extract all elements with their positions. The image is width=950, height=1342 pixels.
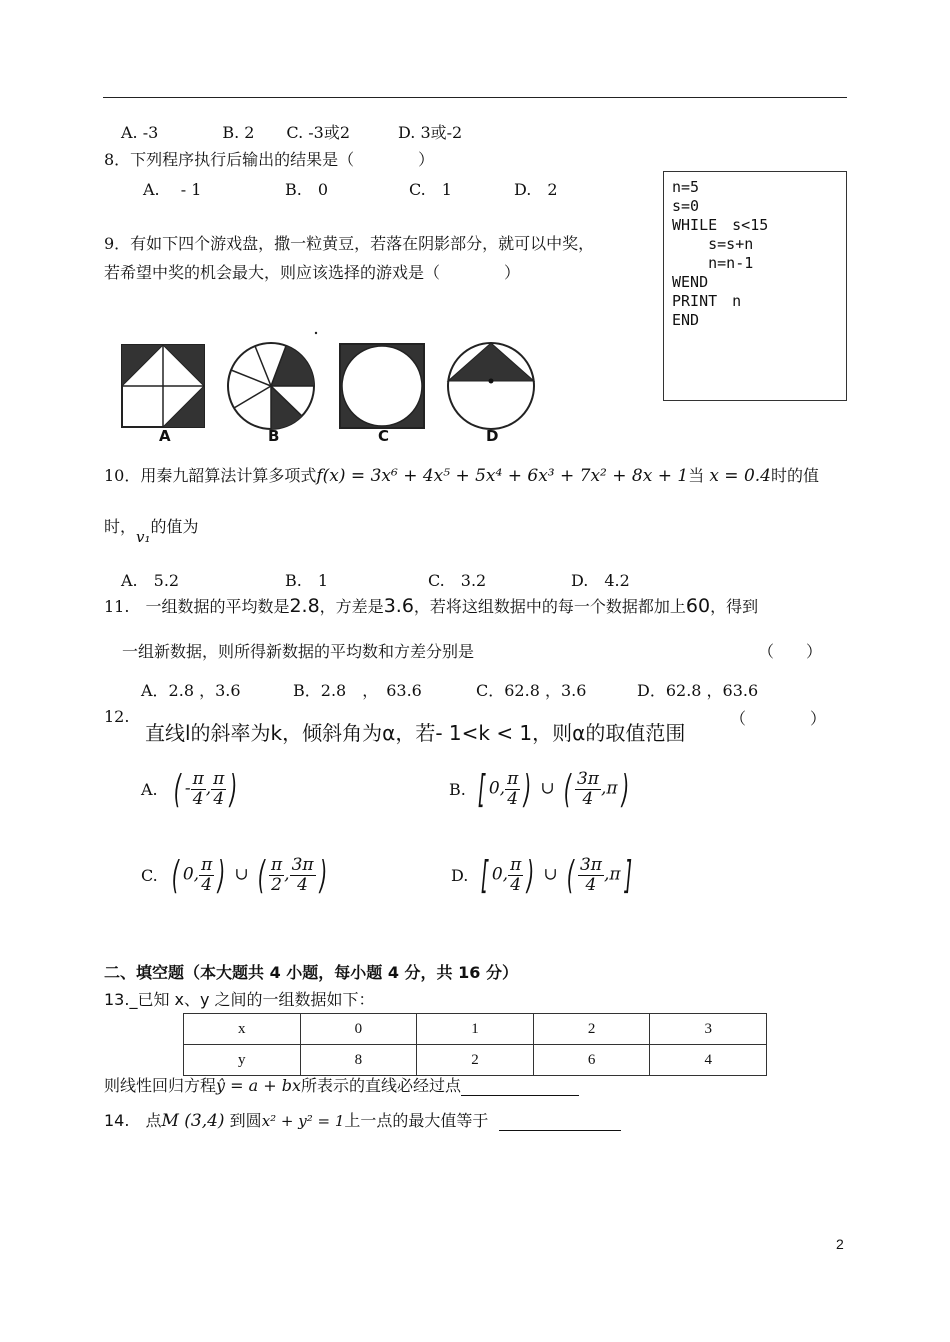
q13-text-a: 则线性回归方程 [104,1076,217,1095]
q11-text-d: ，得到 [710,597,759,616]
q10-line2 [104,514,199,546]
program-line: END [672,311,700,329]
table-cell: 2 [417,1045,534,1076]
q13-stem: 13._已知 x、y 之间的一组数据如下： [104,990,375,1009]
program-box [663,171,847,401]
q10-option-a: A. 5.2 [121,571,180,590]
q11-option-a: A．2.8 ，3.6 [141,681,241,700]
program-line: s=s+n [672,235,754,253]
q11-option-c: C．62.8 ，3.6 [476,681,587,700]
q10-option-d: D. 4.2 [571,571,630,590]
q12-option-b-interval: [ 0, $\frac{\pi}{4}$ ) ∪ ( $\frac{3\pi}{4}$ ,π) [477,767,629,812]
q12-number: 12. [104,707,130,726]
q14-answer-blank[interactable] [499,1111,621,1131]
q12-stem: 直线l的斜率为k，倾斜角为α，若- 1<k < 1，则α的取值范围 [145,721,686,745]
q10-condition: x = 0.4 [709,466,771,486]
q11-text-b: ，方差是 [319,597,384,616]
table-cell: 4 [650,1045,767,1076]
q10-option-b: B. 1 [285,571,329,590]
program-line: n=5 [672,178,700,196]
table-cell: 2 [533,1014,650,1045]
q13-line [104,1073,579,1096]
q13-data-table [183,1013,767,1076]
board-c [340,344,424,428]
q8-option-c: C. 1 [409,180,452,199]
q11-line1 [104,594,758,617]
q14-text-a: 14. 点 [104,1111,162,1130]
q10-line2-pre: 时， [104,517,137,536]
q11-add: 60 [685,595,711,617]
q10-polynomial: f(x) = 3x⁶ + 4x⁵ + 5x⁴ + 6x³ + 7x² + 8x + 1 [316,466,689,486]
header-rule [103,97,847,98]
q14-circle: x² + y² = 1 [261,1112,345,1130]
q9-line2: 若希望中奖的机会最大，则应该选择的游戏是（ ） [104,263,521,282]
table-cell: 8 [300,1045,417,1076]
q11-variance: 3.6 [383,595,414,617]
q11-option-b: B．2.8 ， 63.6 [293,681,422,700]
section-2-heading: 二、填空题（本大题共 4 小题，每小题 4 分，共 16 分） [104,963,518,982]
q10-prefix: 10．用秦九韶算法计算多项式 [104,466,317,485]
page-number: 2 [836,1236,844,1252]
board-label-c: C [378,427,390,445]
program-line: PRINT n [672,292,742,310]
board-d [448,343,534,429]
q8-option-a: A. - 1 [143,180,202,199]
q13-answer-blank[interactable] [461,1076,579,1096]
q11-line2: 一组新数据，则所得新数据的平均数和方差分别是 [122,642,475,661]
table-cell: y [184,1045,301,1076]
table-cell: 1 [417,1014,534,1045]
board-label-b: B [268,427,280,445]
q8-stem: 8．下列程序执行后输出的结果是（ ） [104,150,435,169]
table-row [184,1045,767,1076]
q8-option-b: B. 0 [285,180,329,199]
table-cell: 3 [650,1014,767,1045]
q10-line1 [104,463,819,486]
q12-option-a-label: A. [141,780,158,799]
q12-paren: （ ） [730,709,827,728]
program-line: n=n-1 [672,254,754,272]
program-line: s=0 [672,197,700,215]
table-row [184,1014,767,1045]
q11-option-d: D．62.8 ，63.6 [637,681,759,700]
q14-line [104,1108,621,1131]
q11-mean: 2.8 [289,595,320,617]
q10-line2-post: 的值为 [150,517,199,536]
q11-paren: （ ） [758,642,823,661]
game-boards-figure [115,325,535,450]
q12-option-a-interval: ( - $\frac{\pi}{4}$ , $\frac{\pi}{4}$ ) [173,767,238,812]
table-cell: x [184,1014,301,1045]
q12-option-d-label: D. [451,866,469,885]
q11-text-c: ，若将这组数据中的每一个数据都加上 [413,597,686,616]
q10-suffix: 时的值 [771,466,820,485]
q14-text-b: 到圆 [229,1111,262,1130]
q12-option-d-interval: [ 0, $\frac{\pi}{4}$ ) ∪ ( $\frac{3\pi}{4}$ ,π] [480,853,632,898]
q12-option-c-interval: ( 0, $\frac{\pi}{4}$ ) ∪ ( $\frac{\pi}{2}$ , $\frac{3\pi}{4}$ ) [171,853,327,898]
q11-text-a: 11. 一组数据的平均数是 [104,597,290,616]
q10-option-c: C. 3.2 [428,571,487,590]
board-label-d: D [486,427,499,445]
q14-text-c: 上一点的最大值等于 [344,1111,489,1130]
q10-when: 当 [688,466,705,485]
q13-equation: ŷ = a + bx [216,1076,302,1095]
q8-option-d: D. 2 [514,180,558,199]
board-label-a: A [159,427,171,445]
board-a [122,345,204,427]
board-b [228,343,314,429]
q13-text-b: 所表示的直线必经过点 [301,1076,462,1095]
table-cell: 6 [533,1045,650,1076]
q10-v1: v₁ [136,528,151,546]
table-cell: 0 [300,1014,417,1045]
q9-line1: 9．有如下四个游戏盘，撒一粒黄豆，若落在阴影部分，就可以中奖， [104,234,595,253]
q7-options: A. -3 B. 2 C. -3或2 D. 3或-2 [121,123,463,142]
program-line: WHILE s<15 [672,216,769,234]
program-line: WEND [672,273,709,291]
q12-option-b-label: B. [449,780,466,799]
q12-option-c-label: C. [141,866,158,885]
q14-point: M (3,4) [161,1111,225,1131]
